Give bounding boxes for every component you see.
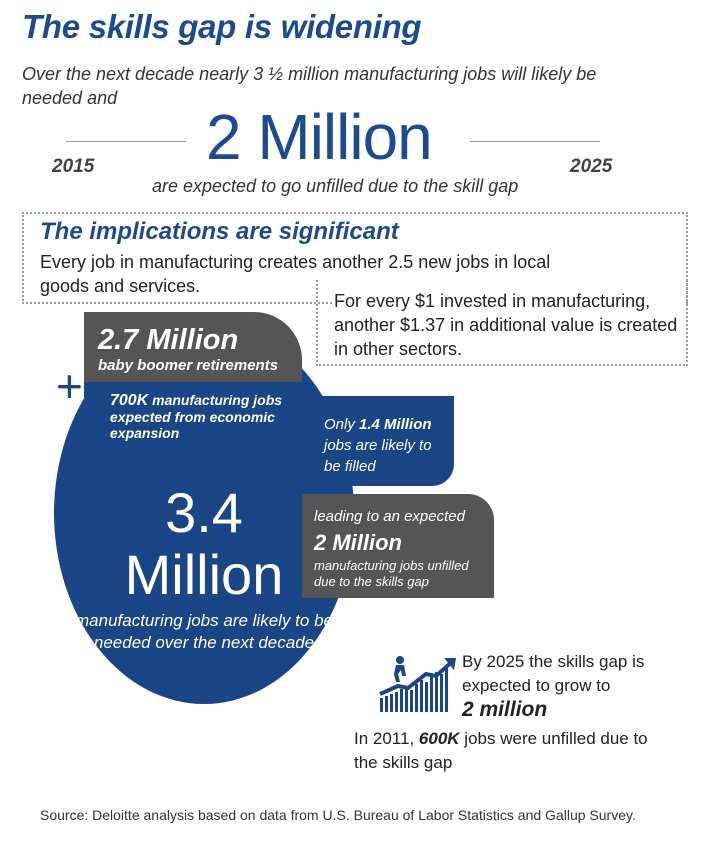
- investment-text: For every $1 invested in manufacturing, another $1.37 in additional value is created in other sectors.: [334, 289, 684, 361]
- expansion-label-2: jobs expected from economic expansion: [110, 392, 283, 441]
- unfilled-value: 2 Million: [314, 530, 402, 555]
- filled-prefix: Only: [324, 416, 355, 433]
- history-2011-value: 600K: [418, 729, 460, 748]
- total-value-unit: Million: [124, 543, 284, 606]
- implications-title: The implications are significant: [40, 218, 405, 246]
- year-end: 2025: [570, 156, 613, 177]
- headline-number: 2 Million: [206, 101, 432, 173]
- timeline-right-line: [470, 141, 600, 142]
- expansion-label-1: manufacturing: [152, 392, 250, 408]
- filled-jobs-box: [316, 396, 454, 486]
- person-climbing-stairs-icon: [378, 654, 458, 714]
- forecast-2025-text: By 2025 the skills gap is expected to grow to: [462, 652, 645, 695]
- plus-icon: +: [56, 360, 83, 412]
- history-2011-prefix: In 2011,: [354, 729, 415, 748]
- unfilled-intro: leading to an expected: [314, 508, 465, 525]
- expansion-value: 700K: [110, 392, 149, 409]
- history-2011-suffix: jobs were unfilled due to the skills gap: [354, 729, 648, 772]
- unfilled-label: manufacturing jobs unfilled due to the skills gap: [314, 558, 469, 589]
- forecast-2025: [462, 650, 682, 723]
- source-note: Source: Deloitte analysis based on data from U.S. Bureau of Labor Statistics and Gallup Survey.: [40, 807, 636, 823]
- history-2011: [354, 727, 654, 775]
- total-value-number: 3.4: [165, 481, 243, 544]
- page-title: The skills gap is widening: [22, 8, 422, 45]
- filled-label: jobs are likely to be filled: [324, 437, 432, 475]
- forecast-2025-value: 2 million: [462, 698, 548, 721]
- year-start: 2015: [52, 156, 95, 177]
- timeline-left-line: [66, 141, 186, 142]
- retirements-box: [84, 312, 302, 382]
- headline-subtitle: are expected to go unfilled due to the skill gap: [152, 176, 519, 196]
- implications-text: Every job in manufacturing creates another 2.5 new jobs in local goods and services.: [40, 252, 551, 296]
- unfilled-jobs-box: [302, 494, 494, 598]
- filled-value: 1.4 Million: [359, 416, 432, 433]
- total-label: manufacturing jobs are likely to be needed over the next decade: [75, 611, 333, 652]
- retirements-label: baby boomer retirements: [98, 357, 279, 374]
- retirements-value: 2.7 Million: [98, 324, 239, 356]
- intro-text: Over the next decade nearly 3 ½ million manufacturing jobs will likely be needed and: [22, 64, 597, 108]
- expansion-box: [84, 382, 302, 448]
